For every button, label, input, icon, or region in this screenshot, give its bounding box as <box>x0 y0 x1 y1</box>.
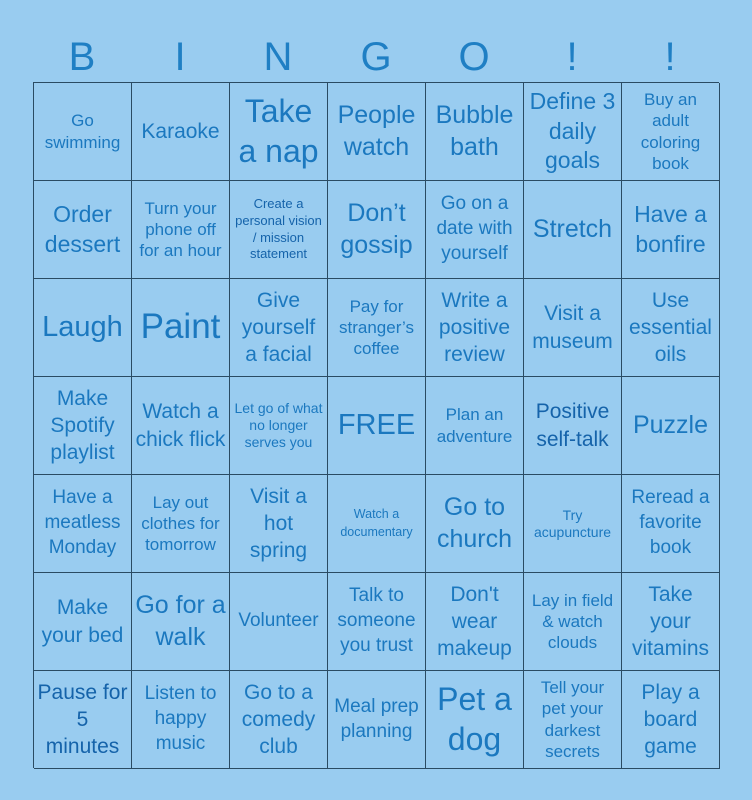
bingo-cell[interactable]: Visit a hot spring <box>230 475 328 573</box>
bingo-cell[interactable]: Go on a date with yourself <box>426 181 524 279</box>
bingo-cell[interactable]: Positive self-talk <box>524 377 622 475</box>
bingo-cell[interactable]: Laugh <box>34 279 132 377</box>
bingo-cell[interactable]: Lay out clothes for tomorrow <box>132 475 230 573</box>
bingo-cell[interactable]: Play a board game <box>622 671 720 769</box>
bingo-cell[interactable]: Pause for 5 minutes <box>34 671 132 769</box>
bingo-header <box>33 32 719 82</box>
bingo-cell[interactable]: People watch <box>328 83 426 181</box>
bingo-cell[interactable]: Go to church <box>426 475 524 573</box>
bingo-cell[interactable]: Turn your phone off for an hour <box>132 181 230 279</box>
bingo-cell[interactable]: Take your vitamins <box>622 573 720 671</box>
bingo-cell[interactable]: Watch a chick flick <box>132 377 230 475</box>
header-letter-exclaim-1: ! <box>566 35 578 79</box>
bingo-cell[interactable]: Pay for stranger’s coffee <box>328 279 426 377</box>
bingo-cell[interactable]: Puzzle <box>622 377 720 475</box>
bingo-cell[interactable]: Go for a walk <box>132 573 230 671</box>
bingo-cell[interactable]: Talk to someone you trust <box>328 573 426 671</box>
bingo-cell[interactable]: Don't wear makeup <box>426 573 524 671</box>
bingo-cell[interactable]: Visit a museum <box>524 279 622 377</box>
header-letter-o: O <box>458 35 490 79</box>
bingo-cell[interactable]: Use essential oils <box>622 279 720 377</box>
bingo-cell[interactable]: Define 3 daily goals <box>524 83 622 181</box>
bingo-cell[interactable]: Give yourself a facial <box>230 279 328 377</box>
bingo-cell[interactable]: Karaoke <box>132 83 230 181</box>
bingo-cell[interactable]: Make Spotify playlist <box>34 377 132 475</box>
bingo-cell[interactable]: Go swimming <box>34 83 132 181</box>
bingo-cell[interactable]: Take a nap <box>230 83 328 181</box>
bingo-cell[interactable]: Have a bonfire <box>622 181 720 279</box>
bingo-cell[interactable]: Pet a dog <box>426 671 524 769</box>
bingo-card <box>33 82 719 768</box>
bingo-cell[interactable]: Create a personal vision / mission statement <box>230 181 328 279</box>
header-letter-i: I <box>174 35 186 79</box>
bingo-cell[interactable]: Try acupuncture <box>524 475 622 573</box>
bingo-cell[interactable]: Buy an adult coloring book <box>622 83 720 181</box>
bingo-cell[interactable]: Listen to happy music <box>132 671 230 769</box>
bingo-cell[interactable]: Don’t gossip <box>328 181 426 279</box>
bingo-cell[interactable]: Paint <box>132 279 230 377</box>
bingo-cell[interactable]: Plan an adventure <box>426 377 524 475</box>
header-letter-b: B <box>68 35 96 79</box>
bingo-cell[interactable]: Have a meatless Monday <box>34 475 132 573</box>
bingo-cell[interactable]: Order dessert <box>34 181 132 279</box>
bingo-cell[interactable]: Bubble bath <box>426 83 524 181</box>
bingo-cell[interactable]: Volunteer <box>230 573 328 671</box>
bingo-cell[interactable]: Reread a favorite book <box>622 475 720 573</box>
header-letter-exclaim-2: ! <box>664 35 676 79</box>
bingo-cell[interactable]: Write a positive review <box>426 279 524 377</box>
free-space-cell[interactable]: FREE <box>328 377 426 475</box>
bingo-cell[interactable]: Meal prep planning <box>328 671 426 769</box>
bingo-cell[interactable]: Go to a comedy club <box>230 671 328 769</box>
header-letter-n: N <box>263 35 293 79</box>
bingo-cell[interactable]: Watch a documentary <box>328 475 426 573</box>
header-letter-g: G <box>360 35 392 79</box>
bingo-cell[interactable]: Tell your pet your darkest secrets <box>524 671 622 769</box>
bingo-cell[interactable]: Let go of what no longer serves you <box>230 377 328 475</box>
bingo-cell[interactable]: Make your bed <box>34 573 132 671</box>
bingo-cell[interactable]: Stretch <box>524 181 622 279</box>
bingo-cell[interactable]: Lay in field & watch clouds <box>524 573 622 671</box>
